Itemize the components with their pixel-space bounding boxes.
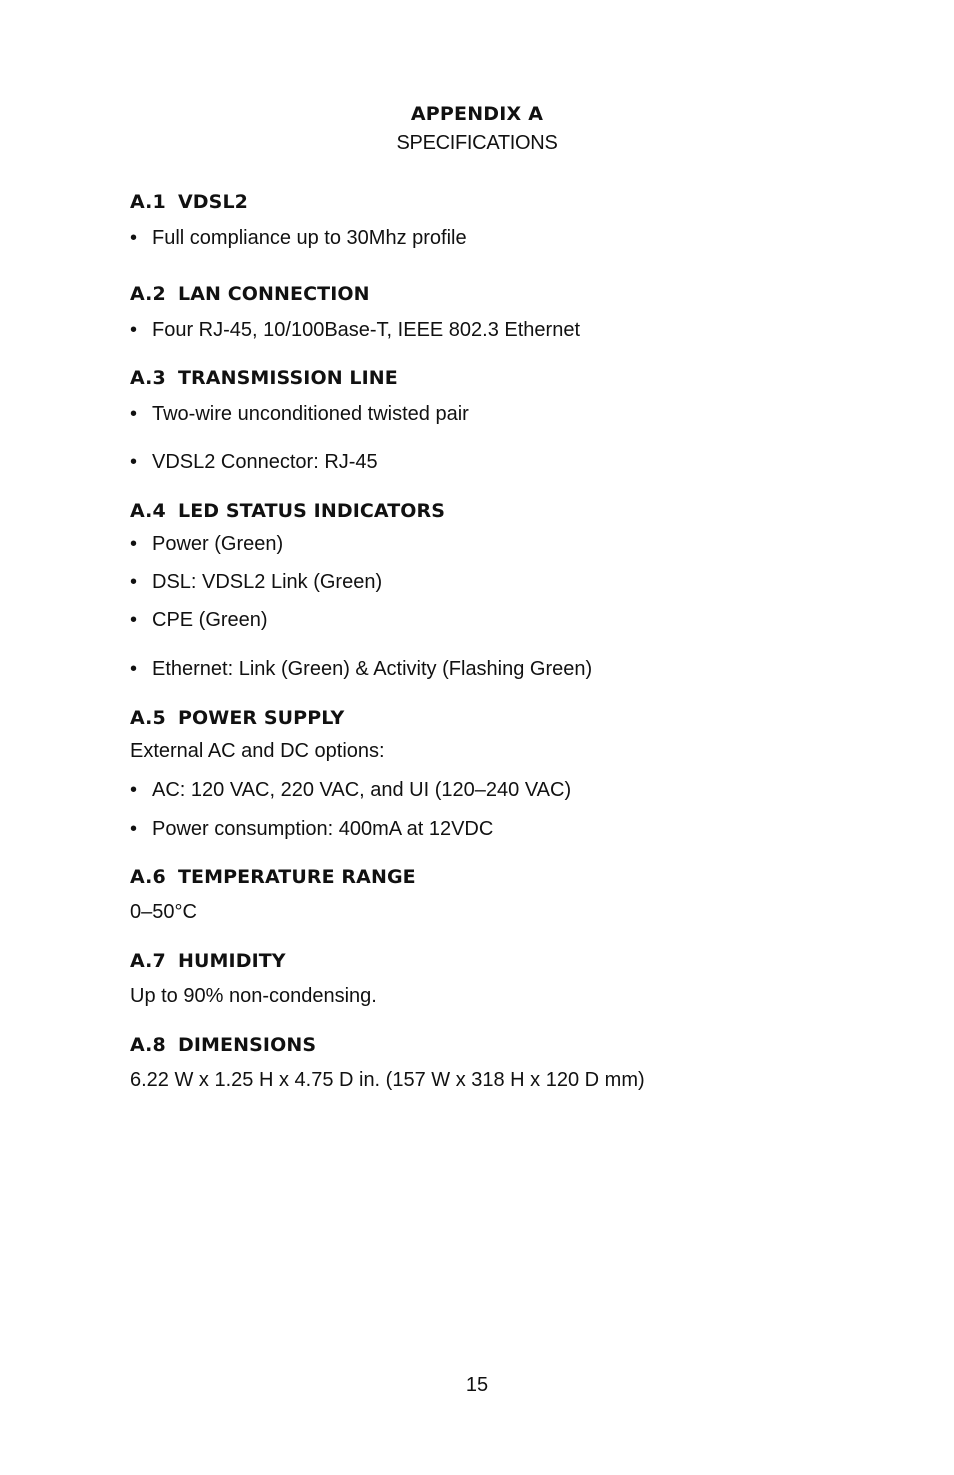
bullet-icon: • — [130, 658, 138, 680]
list-item — [130, 402, 830, 426]
section-vdsl2 — [130, 189, 830, 250]
section-transmission-line — [130, 365, 830, 474]
section-title: DIMENSIONS — [178, 1034, 317, 1056]
section-title: POWER SUPPLY — [178, 707, 345, 729]
list-item-text: Full compliance up to 30Mhz profile — [152, 227, 467, 249]
list-item-text: DSL: VDSL2 Link (Green) — [152, 571, 383, 593]
list-item-text: CPE (Green) — [152, 609, 268, 631]
section-body-text: 0–50°C — [130, 901, 197, 923]
bullet-icon: • — [130, 571, 138, 593]
bullet-icon: • — [130, 779, 138, 801]
list-item-text: Ethernet: Link (Green) & Activity (Flashing Green) — [152, 658, 593, 680]
section-number: A.5 — [130, 707, 166, 729]
section-number: A.1 — [130, 191, 166, 213]
section-lan-connection — [130, 281, 830, 342]
list-item — [130, 608, 830, 632]
bullet-icon: • — [130, 533, 138, 555]
section-temperature-range — [130, 864, 830, 924]
list-item — [130, 532, 830, 556]
section-heading — [130, 281, 830, 307]
bullet-icon: • — [130, 403, 138, 425]
section-intro-text: External AC and DC options: — [130, 740, 385, 762]
list-item — [130, 318, 830, 342]
list-item-text: AC: 120 VAC, 220 VAC, and UI (120–240 VAC) — [152, 779, 572, 801]
section-heading — [130, 189, 830, 215]
list-item-text: Four RJ-45, 10/100Base-T, IEEE 802.3 Ethernet — [152, 319, 581, 341]
section-body-text: 6.22 W x 1.25 H x 4.75 D in. (157 W x 318 H x 120 D mm) — [130, 1069, 645, 1091]
list-item — [130, 817, 830, 841]
list-item — [130, 450, 830, 474]
bullet-icon: • — [130, 609, 138, 631]
appendix-title: APPENDIX A — [410, 103, 544, 125]
appendix-subtitle: SPECIFICATIONS — [396, 132, 558, 154]
section-number: A.3 — [130, 367, 166, 389]
section-humidity — [130, 948, 830, 1008]
section-title: TRANSMISSION LINE — [178, 367, 398, 389]
list-item-text: Two-wire unconditioned twisted pair — [152, 403, 469, 425]
list-item-text: Power consumption: 400mA at 12VDC — [152, 818, 494, 840]
section-title: VDSL2 — [178, 191, 248, 213]
section-number: A.8 — [130, 1034, 166, 1056]
section-number: A.6 — [130, 866, 166, 888]
section-title: HUMIDITY — [178, 950, 286, 972]
section-heading — [130, 948, 830, 974]
list-item — [130, 657, 830, 681]
page-number: 15 — [465, 1374, 489, 1396]
bullet-icon: • — [130, 451, 138, 473]
list-item — [130, 778, 830, 802]
section-number: A.2 — [130, 283, 166, 305]
section-heading — [130, 498, 830, 524]
section-power-supply — [130, 705, 830, 841]
section-heading — [130, 1032, 830, 1058]
section-dimensions — [130, 1032, 830, 1092]
section-heading — [130, 705, 830, 731]
bullet-icon: • — [130, 319, 138, 341]
section-number: A.4 — [130, 500, 166, 522]
section-title: LAN CONNECTION — [178, 283, 370, 305]
section-heading — [130, 864, 830, 890]
section-title: TEMPERATURE RANGE — [178, 866, 416, 888]
list-item-text: Power (Green) — [152, 533, 284, 555]
bullet-icon: • — [130, 818, 138, 840]
bullet-icon: • — [130, 227, 138, 249]
section-number: A.7 — [130, 950, 166, 972]
section-heading — [130, 365, 830, 391]
list-item-text: VDSL2 Connector: RJ-45 — [152, 451, 378, 473]
list-item — [130, 570, 830, 594]
section-title: LED STATUS INDICATORS — [178, 500, 446, 522]
list-item — [130, 226, 830, 250]
section-body-text: Up to 90% non-condensing. — [130, 985, 377, 1007]
section-led-status-indicators — [130, 498, 830, 681]
